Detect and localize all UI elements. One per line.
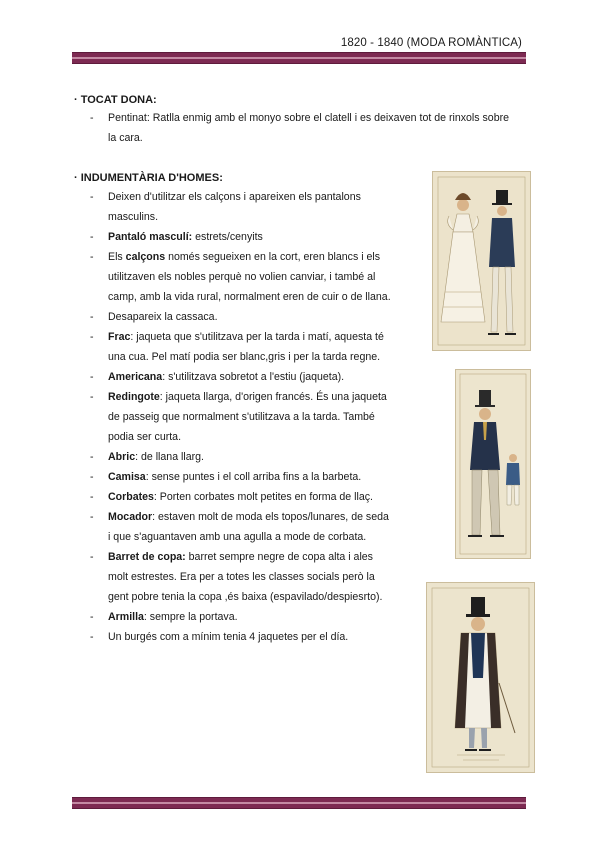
list-item: - Barret de copa: barret sempre negre de copa alta i ales molt estrestes. Era per a totes les classes socials però la gent pobre tenia la copa ,és baixa (espavilado/despiesrto). [90,551,383,603]
list-item: - Els calçons només segueixen en la cort, eren blancs i els utilitzaven els nobles perquè no volien canviar, i també al camp, amb la vida rural, normalment eren de cuir o de llana. [90,251,391,303]
gentleman-coat-illustration [427,583,534,772]
list-item: - Desapareix la cassaca. [90,311,218,323]
list-item: - Redingote: jaqueta llarga, d'origen francés. És una jaqueta de passeig que normalment s'utilitzava a la tarda. També podia ser curta. [90,391,387,443]
gentleman-child-illustration [456,370,530,558]
fashion-plate-gentleman-coat-image [426,582,535,773]
fashion-plate-gentleman-child-image [455,369,531,559]
page-header-title: 1820 - 1840 (MODA ROMÀNTICA) [340,37,522,49]
header-rule [72,52,526,64]
section-heading-women: · TOCAT DONA: [74,94,157,106]
list-item: - Pentinat: Ratlla enmig amb el monyo sobre el clatell i es deixaven tot de rinxols sobre la cara. [90,112,510,144]
list-item: - Frac: jaqueta que s'utilitzava per la tarda i matí, aquesta té una cua. Pel matí podia ser blanc,gris i per la tarda regne. [90,331,384,363]
couple-illustration [433,172,530,350]
fashion-plate-couple-image [432,171,531,351]
list-item: - Deixen d'utilitzar els calçons i apareixen els pantalons masculins. [90,191,361,223]
section-heading-men: · INDUMENTÀRIA D'HOMES: [74,172,223,184]
list-item: - Camisa: sense puntes i el coll arriba fins a la barbeta. [90,471,362,483]
list-item: - Un burgés com a mínim tenia 4 jaquetes per el día. [90,631,349,643]
list-item: - Corbates: Porten corbates molt petites en forma de llaç. [90,491,373,503]
list-item: - Mocador: estaven molt de moda els topos/lunares, de seda i que s'aguantaven amb una agulla a mode de corbata. [90,511,389,543]
footer-rule [72,797,526,809]
men-list [74,187,414,647]
list-item: - Pantaló masculí: estrets/cenyits [90,231,263,243]
list-item: - Abric: de llana llarg. [90,451,204,463]
list-item: - Americana: s'utilitzava sobretot a l'estiu (jaqueta). [90,371,345,383]
list-item: - Armilla: sempre la portava. [90,611,238,623]
women-list [74,108,534,148]
